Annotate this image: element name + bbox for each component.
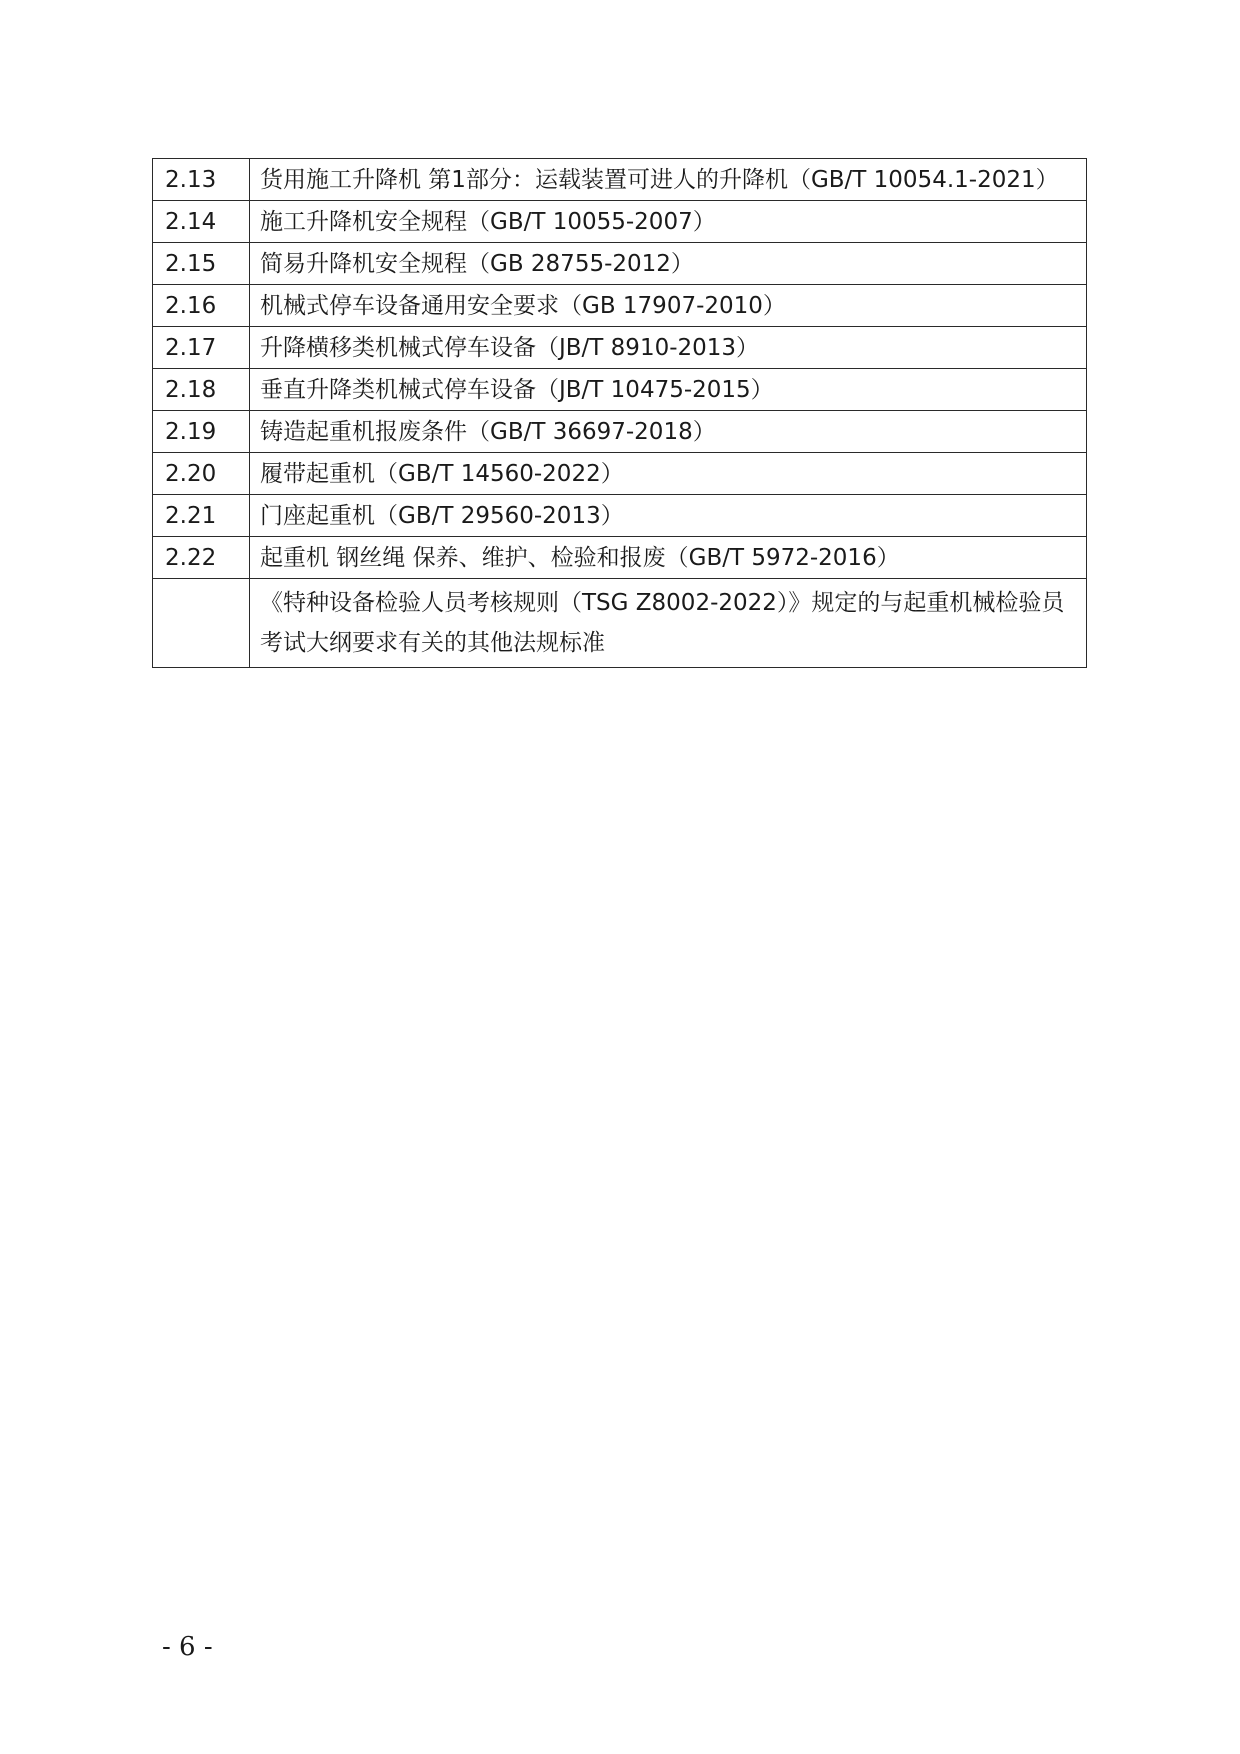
standard-title: 垂直升降类机械式停车设备（JB/T 10475-2015） [250, 369, 1087, 411]
standard-title: 门座起重机（GB/T 29560-2013） [250, 495, 1087, 537]
row-number: 2.13 [153, 159, 250, 201]
standard-title: 升降横移类机械式停车设备（JB/T 8910-2013） [250, 327, 1087, 369]
table-row [153, 327, 1087, 369]
standard-title: 铸造起重机报废条件（GB/T 36697-2018） [250, 411, 1087, 453]
row-number: 2.16 [153, 285, 250, 327]
table-row [153, 201, 1087, 243]
page-number: - 6 - [162, 1632, 213, 1662]
row-number: 2.17 [153, 327, 250, 369]
table-row-note [153, 579, 1087, 668]
row-number: 2.18 [153, 369, 250, 411]
row-number: 2.22 [153, 537, 250, 579]
standard-title: 施工升降机安全规程（GB/T 10055-2007） [250, 201, 1087, 243]
standard-title: 起重机 钢丝绳 保养、维护、检验和报废（GB/T 5972-2016） [250, 537, 1087, 579]
row-number: 2.14 [153, 201, 250, 243]
table-row [153, 285, 1087, 327]
table-row [153, 453, 1087, 495]
table-row [153, 537, 1087, 579]
standard-title: 机械式停车设备通用安全要求（GB 17907-2010） [250, 285, 1087, 327]
row-number-empty [153, 579, 250, 668]
table-row [153, 411, 1087, 453]
row-number: 2.19 [153, 411, 250, 453]
standard-title: 简易升降机安全规程（GB 28755-2012） [250, 243, 1087, 285]
other-regulations-note: 《特种设备检验人员考核规则（TSG Z8002-2022）》规定的与起重机械检验员考试大纲要求有关的其他法规标准 [250, 579, 1087, 668]
standard-title: 货用施工升降机 第1部分：运载装置可进人的升降机（GB/T 10054.1-2021） [250, 159, 1087, 201]
table-row [153, 495, 1087, 537]
table-row [153, 159, 1087, 201]
table-row [153, 369, 1087, 411]
row-number: 2.15 [153, 243, 250, 285]
standard-title: 履带起重机（GB/T 14560-2022） [250, 453, 1087, 495]
row-number: 2.21 [153, 495, 250, 537]
table-row [153, 243, 1087, 285]
row-number: 2.20 [153, 453, 250, 495]
standards-table [152, 158, 1087, 668]
